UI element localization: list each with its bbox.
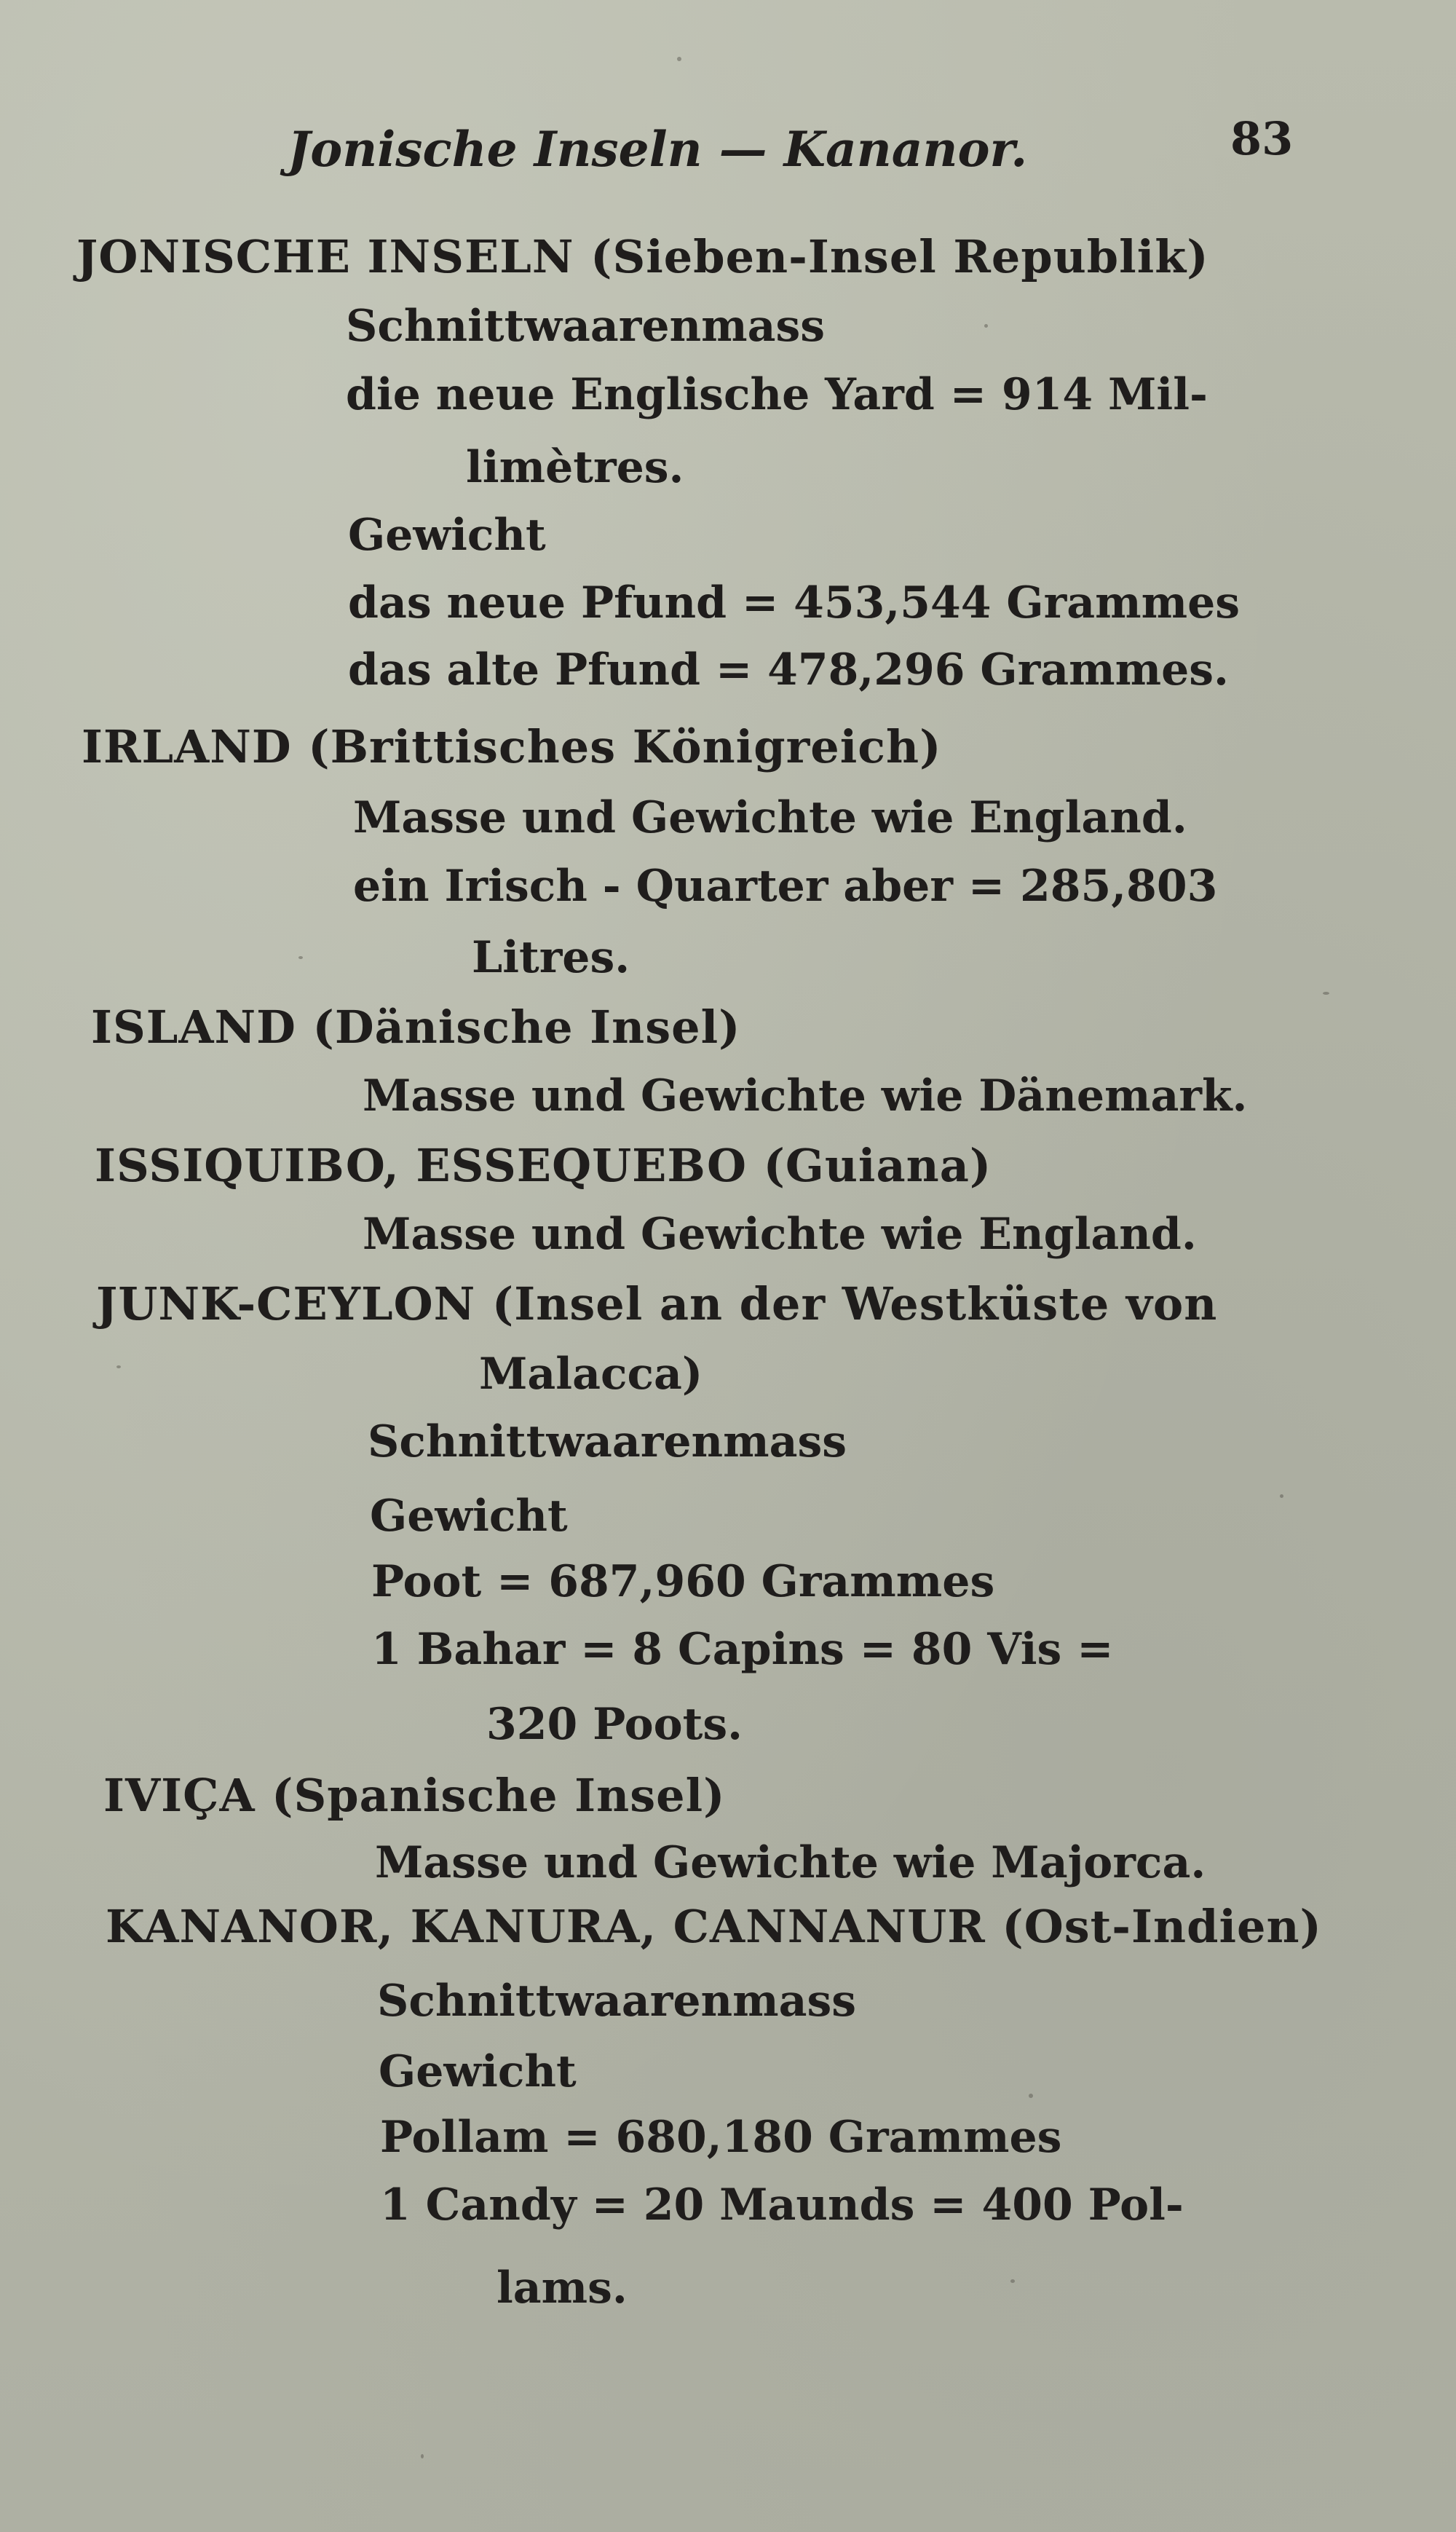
- entry-line: das alte Pfund = 478,296 Grammes.: [348, 644, 1229, 695]
- entry-line: 320 Poots.: [486, 1699, 743, 1750]
- entry-line: Masse und Gewichte wie Dänemark.: [363, 1070, 1248, 1121]
- entry-heading-jonische-inseln: [76, 230, 1209, 283]
- entry-line: Schnittwaarenmass: [377, 1976, 857, 2027]
- paper-speck: [116, 1365, 121, 1368]
- entry-line: limètres.: [466, 442, 684, 493]
- entry-qualifier: (Insel an der Westküste von: [491, 1277, 1218, 1330]
- entry-qualifier: (Ost-Indien): [1002, 1900, 1322, 1953]
- entry-line: Gewicht: [348, 510, 546, 561]
- entry-heading-issiquibo: [95, 1139, 992, 1192]
- entry-line: Masse und Gewichte wie Majorca.: [375, 1837, 1206, 1888]
- entry-line: die neue Englische Yard = 914 Mil-: [346, 369, 1208, 420]
- entry-line: Schnittwaarenmass: [346, 301, 826, 352]
- entry-heading-irland: [82, 720, 942, 773]
- entry-heading-kananor: [106, 1900, 1322, 1953]
- paper-speck: [421, 2454, 424, 2458]
- entry-line: das neue Pfund = 453,544 Grammes: [348, 577, 1241, 628]
- entry-name: ISSIQUIBO, ESSEQUEBO: [95, 1139, 747, 1192]
- entry-line: lams.: [496, 2263, 628, 2314]
- entry-name: IRLAND: [82, 720, 292, 773]
- paper-speck: [1280, 1494, 1283, 1498]
- entry-line: Masse und Gewichte wie England.: [353, 792, 1187, 843]
- paper-speck: [298, 956, 303, 959]
- entry-name: KANANOR, KANURA, CANNANUR: [106, 1900, 986, 1953]
- entry-line: Masse und Gewichte wie England.: [363, 1209, 1197, 1260]
- entry-line: 1 Bahar = 8 Capins = 80 Vis =: [371, 1624, 1114, 1675]
- paper-speck: [1323, 992, 1329, 995]
- entry-line: Gewicht: [379, 2046, 577, 2097]
- paper-speck: [1029, 2094, 1033, 2098]
- entry-line: Schnittwaarenmass: [368, 1416, 847, 1467]
- entry-line: Poot = 687,960 Grammes: [371, 1556, 995, 1607]
- entry-name: IVIÇA: [103, 1769, 256, 1822]
- entry-name: JONISCHE INSELN: [76, 230, 574, 283]
- entry-heading-island: [91, 1001, 741, 1054]
- entry-line: Litres.: [472, 932, 630, 983]
- entry-line: Pollam = 680,180 Grammes: [380, 2112, 1062, 2163]
- paper-speck: [677, 57, 681, 61]
- paper-speck: [1010, 2279, 1015, 2283]
- entry-line: Gewicht: [370, 1491, 568, 1542]
- entry-line: ein Irisch - Quarter aber = 285,803: [353, 861, 1218, 912]
- entry-qualifier: (Spanische Insel): [272, 1769, 726, 1822]
- entry-qualifier: (Brittisches Königreich): [308, 720, 942, 773]
- entry-line: 1 Candy = 20 Maunds = 400 Pol-: [380, 2180, 1184, 2231]
- page-number: 83: [1230, 112, 1294, 165]
- entry-qualifier: (Sieben-Insel Republik): [590, 230, 1209, 283]
- entry-qualifier: (Dänische Insel): [312, 1001, 741, 1054]
- paper-speck: [984, 324, 988, 328]
- entry-name: JUNK-CEYLON: [96, 1277, 476, 1330]
- entry-qualifier: (Guiana): [763, 1139, 992, 1192]
- entry-line: Malacca): [479, 1349, 703, 1400]
- entry-heading-junk-ceylon: [96, 1277, 1218, 1330]
- running-header-title: Jonische Inseln — Kananor.: [288, 121, 1028, 178]
- entry-name: ISLAND: [91, 1001, 296, 1054]
- entry-heading-ivica: [103, 1769, 726, 1822]
